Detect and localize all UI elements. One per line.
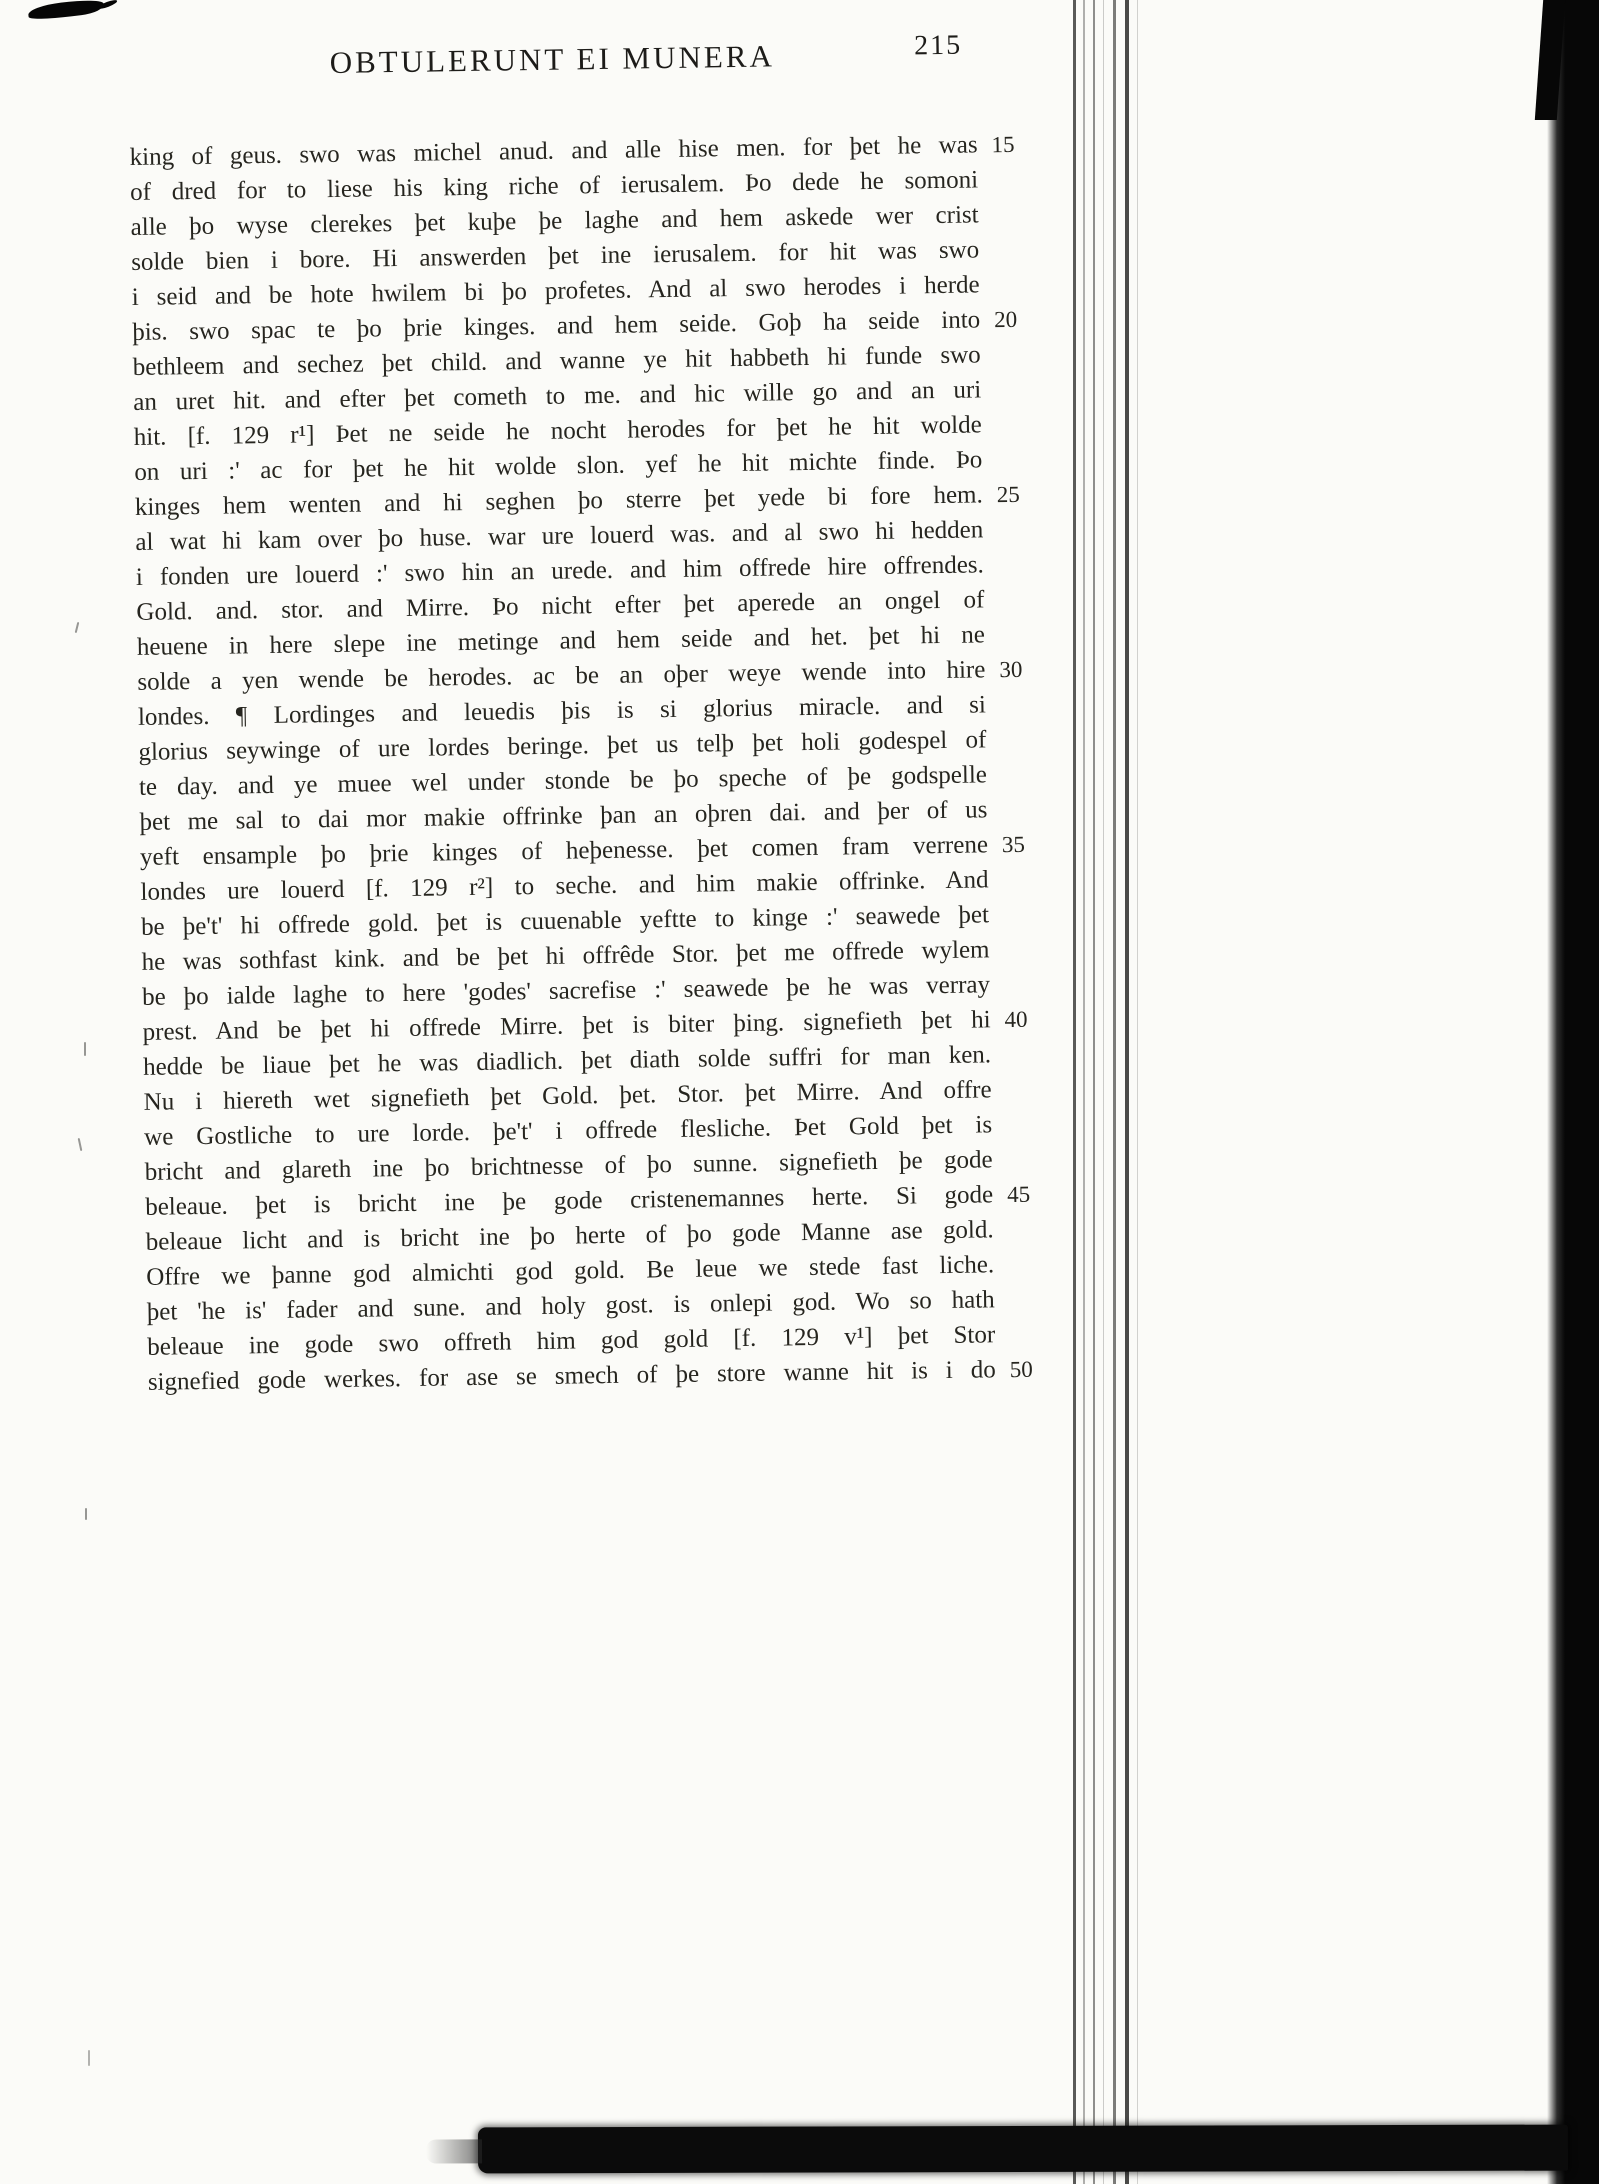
- line-text: al wat hi kam over þo huse. war ure louerd was. and al swo hi hedden: [135, 516, 984, 556]
- page-title: OBTULERUNT EI MUNERA: [329, 38, 776, 81]
- margin-pen-mark: [75, 622, 80, 633]
- line-text: heuene in here slepe ine metinge and hem seide and het. þet hi ne: [136, 621, 986, 661]
- line-text: kinges hem wenten and hi seghen þo sterre þet yede bi fore hem.: [134, 481, 983, 521]
- text-lines: [129, 127, 1033, 1399]
- line-text: londes ure louerd [f. 129 r²] to seche. and him makie offrinke. And: [140, 866, 989, 906]
- line-text: Gold. and. stor. and Mirre. Þo nicht efter þet aperede an ongel of: [136, 586, 985, 626]
- line-number: 20: [993, 306, 1018, 333]
- margin-pen-mark: [78, 1138, 83, 1151]
- line-number: 30: [999, 656, 1023, 683]
- line-text: bricht and glareth ine þo brichtnesse of þo sunne. signefieth þe gode: [144, 1146, 993, 1186]
- line-text: þis. swo spac te þo þrie kinges. and hem seide. Goþ ha seide into: [132, 306, 981, 346]
- line-number: 35: [1001, 831, 1026, 858]
- line-text: solde bien i bore. Hi answerden þet ine ierusalem. for hit was swo: [131, 236, 980, 276]
- margin-pen-mark: [88, 2050, 90, 2066]
- line-text: londes. ¶ Lordinges and leuedis þis is si glorius miracle. and si: [137, 691, 987, 731]
- margin-pen-mark: [85, 1508, 87, 1520]
- line-text: be þe't' hi offrede gold. þet is cuuenable yeftte to kinge :' seawede þet: [140, 901, 990, 941]
- right-scan-border: [1547, 0, 1599, 2184]
- line-text: yeft ensample þo þrie kinges of heþenesse. þet comen fram verrene: [139, 831, 989, 871]
- line-text: i seid and be hote hwilem bi þo profetes. And al swo herodes i herde: [131, 271, 980, 311]
- line-text: of dred for to liese his king riche of ierusalem. Þo dede he somoni: [129, 166, 979, 206]
- line-text: hit. [f. 129 r¹] Þet ne seide he nocht herodes for þet he hit wolde: [133, 411, 982, 451]
- line-text: hedde be liaue þet he was diadlich. þet diath solde suffri for man ken.: [142, 1041, 992, 1081]
- line-number: 45: [1006, 1181, 1031, 1208]
- line-text: Nu i hiereth wet signefieth þet Gold. þet. Stor. þet Mirre. And offre: [143, 1076, 992, 1116]
- line-text: te day. and ye muee wel under stonde be þo speche of þe godspelle: [138, 761, 988, 801]
- line-text: beleaue ine gode swo offreth him god gold [f. 129 v¹] þet Stor: [147, 1321, 996, 1361]
- bottom-scan-border: [478, 2125, 1568, 2174]
- line-text: beleaue. þet is bricht ine þe gode cristenemannes herte. Si gode: [145, 1181, 994, 1221]
- line-text: an uret hit. and efter þet cometh to me. and hic wille go and an uri: [133, 376, 982, 416]
- page-header: [128, 29, 977, 110]
- line-number: 50: [1009, 1356, 1033, 1383]
- line-text: glorius seywinge of ure lordes beringe. þet us telþ þet holi godespel of: [138, 726, 987, 766]
- line-text: þet me sal to dai mor makie offrinke þan an oþren dai. and þer of us: [139, 796, 988, 836]
- book-edge-lines: [1068, 0, 1146, 2184]
- line-text: be þo ialde laghe to here 'godes' sacrefise :' seawede þe he was verray: [141, 971, 991, 1011]
- line-text: alle þo wyse clerekes þet kuþe þe laghe and hem askede wer crist: [130, 201, 979, 241]
- line-text: beleaue licht and is bricht ine þo herte of þo gode Manne ase gold.: [145, 1216, 994, 1256]
- margin-pen-mark: [84, 1042, 86, 1056]
- line-text: king of geus. swo was michel anud. and alle hise men. for þet he was: [129, 131, 978, 171]
- line-text: prest. And be þet hi offrede Mirre. þet is biter þing. signefieth þet hi: [142, 1006, 991, 1046]
- line-text: þet 'he is' fader and sune. and holy gost. is onlepi god. Wo so hath: [146, 1286, 995, 1326]
- line-text: on uri :' ac for þet he hit wolde slon. yef he hit michte finde. Þo: [134, 446, 983, 486]
- page-scan: [128, 29, 1068, 1399]
- line-text: signefied gode werkes. for ase se smech of þe store wanne hit is i do: [147, 1356, 996, 1396]
- line-text: he was sothfast kink. and be þet hi offrêde Stor. þet me offrede wylem: [141, 936, 990, 976]
- line-text: Offre we þanne god almichti god gold. Be leue we stede fast liche.: [146, 1251, 995, 1291]
- page-number: 215: [913, 29, 963, 62]
- line-text: bethleem and sechez þet child. and wanne ye hit habbeth hi funde swo: [132, 341, 981, 381]
- ink-smudge-mark: [27, 0, 104, 22]
- line-number: 15: [991, 131, 1015, 158]
- line-text: we Gostliche to ure lorde. þe't' i offrede flesliche. Þet Gold þet is: [143, 1111, 993, 1151]
- line-text: i fonden ure louerd :' swo hin an urede. and him offrede hire offrendes.: [135, 551, 984, 591]
- line-number: 25: [996, 481, 1020, 508]
- line-text: solde a yen wende be herodes. ac be an oþer weye wende into hire: [137, 656, 986, 696]
- line-number: 40: [1004, 1006, 1028, 1033]
